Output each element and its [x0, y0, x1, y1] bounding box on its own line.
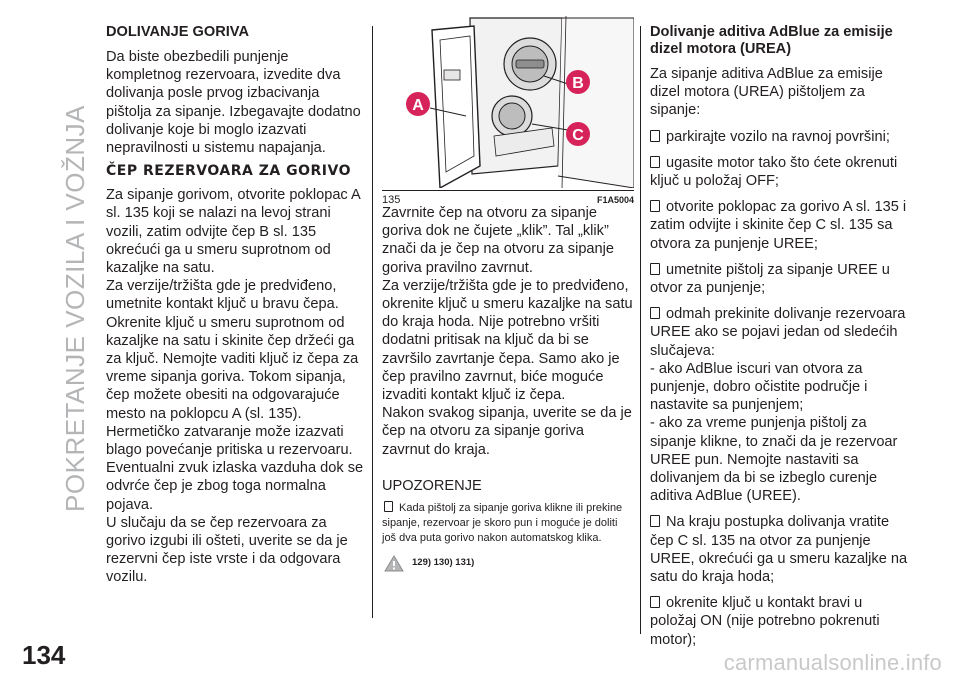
paragraph-lost-cap: U slučaju da se čep rezervoara za gorivo izgubi ili ošteti, uverite se da je rezervni čep iste vrste i da odgovara vozilu. [106, 514, 348, 586]
warning-references [382, 554, 634, 572]
column-divider-1 [372, 26, 373, 618]
heading-dolivanje-goriva: DOLIVANJE GORIVA [106, 24, 249, 40]
flap-door-shape [432, 26, 480, 188]
page-number: 134 [22, 640, 66, 670]
figure-fuel-flap [382, 16, 634, 206]
side-chapter-title [54, 8, 96, 608]
paragraph-key-cap: Za verzije/tržišta gde je predviđeno, umetnite kontakt ključ u bravu čepa. Okrenite ključ u smeru suprotnom od kazaljke na satu i skinite čep držeći ga za ključ. Nemojte vaditi ključ iz čepa za vreme sipanja goriva. Tokom sipanja, čep možete obesiti na odgovarajuće mesto na poklopcu A (sl. 135). [106, 278, 359, 422]
callout-a-label: A [412, 97, 424, 114]
heading-fuel-cap: ČEP REZERVOARA ZA GORIVO [106, 163, 351, 180]
paragraph-open-flap: Za sipanje gorivom, otvorite poklopac A sl. 135 koji se nalazi na levoj strani vozili, zatim odvijte čep B sl. 135 okrećući ga u smeru suprotnom od kazaljke na satu. [106, 187, 360, 277]
list-item-text: otvorite poklopac za gorivo A sl. 135 i zatim odvijte i skinite čep C sl. 135 sa otvora za punjenje UREE; [650, 199, 907, 252]
list-item-text: odmah prekinite dolivanje rezervoara UREE ako se pojavi jedan od sledećih slučajeva: [650, 306, 906, 359]
checkbox-bullet-icon [384, 501, 393, 512]
column-left [106, 24, 364, 587]
paragraph-hermetic-seal: Hermetičko zatvaranje može izazvati blago povećanje pritiska u rezervoaru. Eventualni zvuk izlaska vazduha dok se odvrće čep je zbog toga normalna pojava. [106, 423, 364, 513]
watermark-text: carmanualsonline.info [723, 650, 942, 675]
list-item-text: ugasite motor tako što ćete okrenuti ključ u položaj OFF; [650, 154, 898, 190]
column-middle [382, 24, 634, 572]
list-item [650, 594, 912, 649]
figure-caption [382, 190, 634, 207]
list-item [650, 305, 912, 360]
list-item-text: umetnite pištolj za sipanje UREE u otvor za punjenje; [650, 261, 890, 297]
callout-c-label: C [572, 127, 584, 144]
checkbox-bullet-icon [650, 156, 660, 168]
list-item [650, 261, 912, 297]
figure-code: F1A5004 [596, 195, 634, 205]
checkbox-bullet-icon [650, 130, 660, 142]
checkbox-bullet-icon [650, 515, 660, 527]
list-item [650, 198, 912, 253]
list-item-text: parkirajte vozilo na ravnoj površini; [666, 128, 890, 145]
checkbox-bullet-icon [650, 307, 660, 319]
fuel-flap-illustration [382, 16, 634, 188]
list-item-text: okrenite ključ u kontakt bravi u položaj ON (nije potrebno pokrenuti motor); [650, 595, 880, 648]
checkbox-bullet-icon [650, 200, 660, 212]
side-chapter-title-text: POKRETANJE VOZILA I VOŽNJA [59, 104, 90, 512]
figure-number: 135 [382, 194, 401, 206]
paragraph-after-refuel: Nakon svakog sipanja, uverite se da je čep na otvoru za sipanje goriva zavrnut do kraja. [382, 405, 632, 458]
paragraph-adblue-intro: Za sipanje aditiva AdBlue za emisije dizel motora (UREA) pištoljem za sipanje: [650, 66, 883, 119]
warning-title: UPOZORENJE [382, 477, 482, 494]
warning-triangle-icon [384, 555, 404, 572]
sub-item-click: - ako za vreme punjenja pištolj za sipanje klikne, to znači da je rezervoar UREE pun. Nemojte nastaviti sa dolivanjem da bi se izbeglo curenje aditiva AdBlue (UREE). [650, 415, 898, 505]
list-item [650, 513, 912, 586]
warning-text-content: Kada pištolj za sipanje goriva klikne ili prekine sipanje, rezervoar je skoro pun i moguće je doliti još dva puta gorivo nakon automatskog klika. [382, 502, 623, 545]
paragraph-key-clockwise: Za verzije/tržišta gde je to predviđeno, okrenite ključ u smeru kazaljke na satu do kraja hoda. Nije potrebno vršiti dodatni pritisak na ključ da bi se završilo zavrtanje čepa. Samo ako je čep pravilno zavrnut, biće moguće izvaditi kontakt ključ iz čepa. [382, 277, 633, 404]
checkbox-bullet-icon [650, 596, 660, 608]
checkbox-bullet-icon [650, 263, 660, 275]
paragraph-refuel-intro: Da biste obezbedili punjenje kompletnog rezervoara, izvedite dva dolivanja posle prvog izbacivanja pištolja za sipanje. Izbegavajte dodatno dolivanje koje bi moglo izazvati nepravilnosti u sistemu napajanja. [106, 49, 361, 157]
warning-text [382, 501, 634, 546]
callout-b-label: B [572, 75, 584, 92]
column-right [650, 24, 912, 649]
list-item-text: Na kraju postupka dolivanja vratite čep C sl. 135 na otvor za punjenje UREE, okrećući ga u smeru kazaljke na satu do kraja hoda; [650, 514, 908, 586]
list-item [650, 154, 912, 190]
paragraph-screw-cap: Zavrnite čep na otvoru za sipanje goriva dok ne čujete „klik”. Tal „klik” znači da je čep na otvoru za sipanje goriva pravilno zavrnut. [382, 205, 615, 276]
heading-adblue: Dolivanje aditiva AdBlue za emisije dizel motora (UREA) [650, 24, 893, 57]
column-divider-2 [640, 26, 641, 634]
sub-item-leak: - ako AdBlue iscuri van otvora za punjenje, dobro očistite područje i nastavite sa punjenjem; [650, 360, 868, 414]
list-item [650, 128, 912, 146]
warning-refs-text: 129) 130) 131) [412, 557, 475, 569]
